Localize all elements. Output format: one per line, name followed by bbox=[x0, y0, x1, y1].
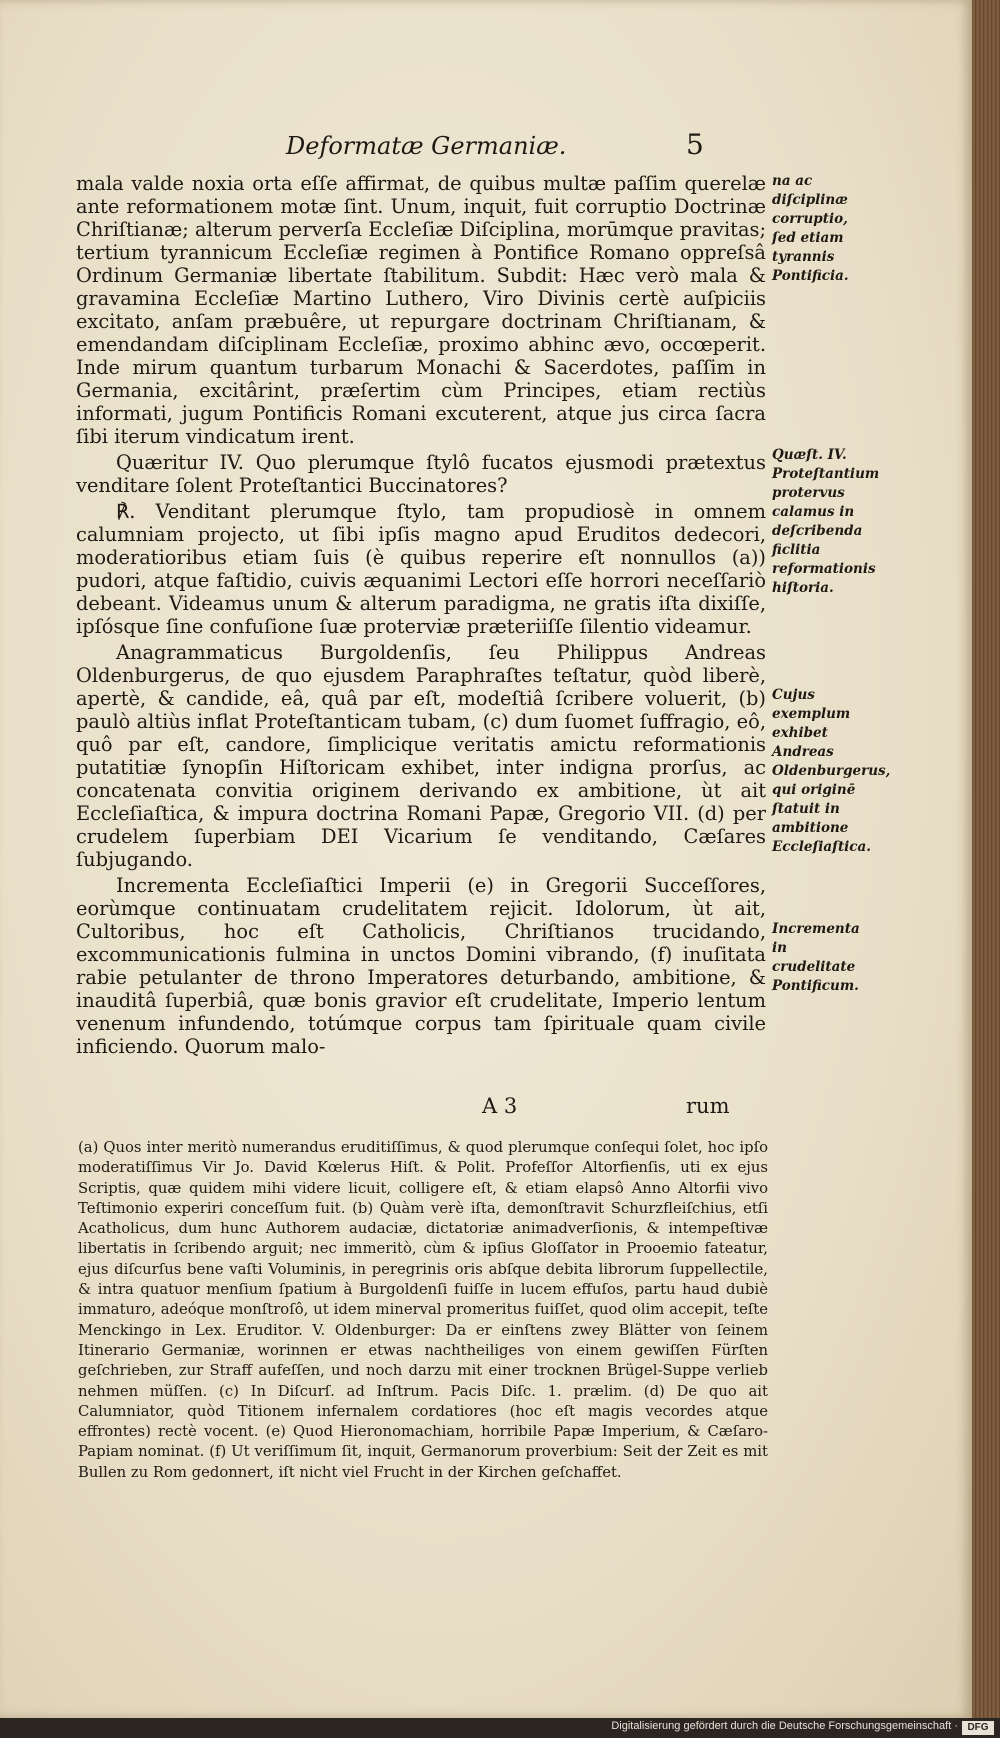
marginal-note: na ac diſciplinæ corruptio, ſed etiam tyrannis Pontificia. bbox=[772, 173, 849, 284]
catchword: rum bbox=[686, 1094, 730, 1118]
marginal-note: Quæſt. IV. Proteſtantium protervus calamus in deſcribenda ficlitia reformationis hiſtoria. bbox=[772, 447, 880, 596]
running-title: Deformatæ Germaniæ. bbox=[286, 132, 567, 160]
page-header bbox=[0, 128, 972, 168]
paragraph: ℟. Venditant plerumque ſtylo, tam propudiosè in omnem calumniam projecto, ut ſibi ipſis magno apud Eruditos dedecori, moderatioribus etiam ſuis (è quibus reperire eſt nonnullos (a)) pudori, atque faſtidio, cuivis æquanimi Lectori eſſe horrori neceſſariò debeant. Videamus unum & alterum paradigma, ne gratis iſta dixiſſe, ipſósque ſine confuſione ſuæ proterviæ præteriiſſe ſilentio videamur. bbox=[76, 500, 766, 638]
page-edge bbox=[972, 0, 1000, 1718]
marginal-note: Cujus exemplum exhibet Andreas Oldenburgerus, qui originē ſtatuit in ambitione Eccleſiaſtica. bbox=[772, 687, 891, 855]
page-number: 5 bbox=[686, 128, 704, 161]
paragraph: Quæritur IV. Quo plerumque ſtylô fucatos ejusmodi prætextus venditare ſolent Proteſtantici Buccinatores? bbox=[76, 451, 766, 497]
footnotes: (a) Quos inter meritò numerandus eruditiſſimus, & quod plerumque conſequi ſolet, hoc ipſo moderatiſſimus Vir Jo. David Kœlerus Hiſt. & Polit. Profeſſor Altorfienſis, uti ex ejus Scriptis, quæ quidem mihi videre licuit, colligere eſt, & etiam elapsô Anno Altorfii vivo Teſtimonio experiri conceſſum fuit. (b) Quàm verè iſta, demonſtravit Schurzfleiſchius, etſi Acatholicus, dum hunc Authorem audaciæ, dictatoriæ animadverſionis, & intempeſtivæ libertatis in ſcribendo arguit; nec immeritò, cùm & ipſius Gloſſator in Prooemio fateatur, ejus diſcurſus bene vaſti Voluminis, in peregrinis oris abſque debita librorum ſuppellectile, & intra quatuor menſium ſpatium à Burgoldenſi fuiſſe in lucem effuſos, partu haud dubiè immaturo, adeóque monſtroſô, ut idem minerval promeritus fuiſſet, quod olim accepit, teſte Menckingo in Lex. Eruditor. V. Oldenburger: Da er einſtens zwey Blätter von ſeinem Itinerario Germaniæ, worinnen er etwas nachtheiliges von einem gewiſſen Fürſten geſchrieben, zur Straff aufeſſen, und noch darzu mit einer trocknen Brügel-Suppe verlieb nehmen müſſen. (c) In Diſcurſ. ad Inſtrum. Pacis Diſc. 1. prælim. (d) De quo ait Calumniator, quòd Titionem infernalem cordatiores (hoc eſt magis vecordes atque effrontes) rectè vocent. (e) Quod Hieronomachiam, horribile Papæ Imperium, & Cæſaro-Papiam nominat. (f) Ut veriſſimum ſit, inquit, Germanorum proverbium: Seit der Zeit es mit Bullen zu Rom gedonnert, iſt nicht viel Frucht in der Kirchen geſchaffet. bbox=[78, 1139, 768, 1481]
digitization-credit: Digitalisierung gefördert durch die Deutsche Forschungsgemeinschaft · bbox=[611, 1720, 958, 1732]
paragraph: Anagrammaticus Burgoldenſis, ſeu Philippus Andreas Oldenburgerus, de quo ejusdem Paraphraſtes teſtatur, quòd liberè, apertè, & candide, eâ, quâ par eſt, modeſtiâ ſcribere voluerit, (b) paulò altiùs inflat Proteſtanticam tubam, (c) dum ſuomet ſuffragio, eô, quô par eſt, candore, ſimplicique veritatis amictu reformationis putatitiæ ſynopſin Hiſtoricam exhibet, inter indigna prorſus, ac concatenata convitia originem derivando ex ambitione, ùt ait Eccleſiaſtica, & impura doctrina Romani Papæ, Gregorio VII. (d) per crudelem ſuperbiam DEI Vicarium ſe venditando, Cæſares ſubjugando. bbox=[76, 641, 766, 871]
marginal-note: Incrementa in crudelitate Pontificum. bbox=[772, 921, 860, 994]
paragraph: mala valde noxia orta eſſe affirmat, de quibus multæ paſſim querelæ ante reformationem motæ ſint. Unum, inquit, fuit corruptio Doctrinæ Chriſtianæ; alterum perverſa Eccleſiæ Diſciplina, morūmque pravitas; tertium tyrannicum Eccleſiæ regimen à Pontifice Romano oppreſsâ Ordinum Germaniæ libertate ſtabilitum. Subdit: Hæc verò mala & gravamina Eccleſiæ Martino Luthero, Viro Divinis certè auſpiciis excitato, anſam præbuêre, ut repurgare doctrinam Chriſtianam, & emendandam diſciplinam Eccleſiæ, proximo abhinc ævo, occœperit. Inde mirum quantum turbarum Monachi & Sacerdotes, paſſim in Germania, excitârint, præſertim cùm Principes, etiam rectiùs informati, jugum Pontificis Romani excuterent, atque jus circa ſacra ſibi iterum vindicatum irent. bbox=[76, 172, 766, 448]
dfg-logo: DFG bbox=[962, 1721, 994, 1735]
signature-line bbox=[0, 1094, 972, 1124]
paragraph: Incrementa Eccleſiaſtici Imperii (e) in Gregorii Succeſſores, eorùmque continuatam crudelitatem rejicit. Idolorum, ùt ait, Cultoribus, hoc eſt Catholicis, Chriſtianos trucidando, excommunicationis fulmina in unctos Domini vibrando, (f) inuſitata rabie petulanter de throno Imperatores deturbando, ambitione, & inauditâ ſuperbiâ, quæ bonis gravior eſt crudelitate, Imperio lentum venenum infundendo, totúmque corpus tam ſpirituale quam civile inficiendo. Quorum malo- bbox=[76, 874, 766, 1058]
main-text bbox=[76, 172, 766, 1061]
signature-mark: A 3 bbox=[482, 1094, 518, 1118]
